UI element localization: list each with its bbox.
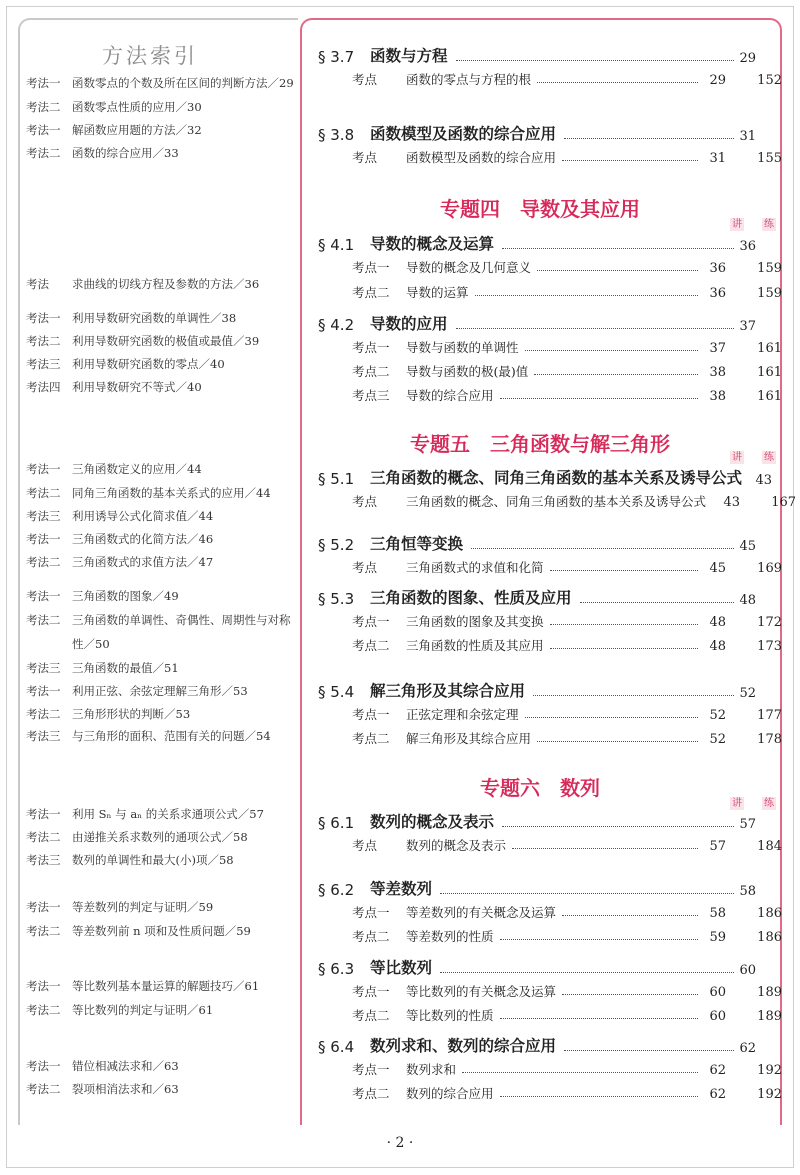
section-number: § 5.4 (318, 683, 355, 701)
dot-leader (525, 350, 698, 351)
section-number: § 5.1 (318, 470, 355, 488)
subsection-label: 考点 (352, 560, 378, 575)
subsection-label: 考点一 (352, 614, 390, 629)
practice-page: 178 (757, 732, 782, 747)
method-text: 同角三角函数的基本关系式的应用／44 (72, 486, 271, 500)
subsection-title: 等比数列的有关概念及运算 (406, 984, 557, 999)
tag-lian: 练 (764, 798, 774, 809)
practice-page: 184 (757, 839, 782, 854)
section-number: § 3.7 (318, 48, 355, 66)
method-label: 考法一 (26, 684, 61, 698)
method-entry (26, 554, 294, 570)
method-text: 等差数列前 n 项和及性质问题／59 (72, 924, 251, 938)
section-number: § 6.4 (318, 1038, 355, 1056)
subsection-title: 导数的综合应用 (406, 388, 494, 403)
dot-leader (471, 548, 734, 549)
practice-page: 189 (757, 985, 782, 1000)
method-label: 考法二 (26, 100, 61, 114)
dot-leader (500, 398, 698, 399)
method-label: 考法二 (26, 334, 61, 348)
method-entry (26, 122, 294, 138)
lecture-page: 62 (709, 1063, 726, 1078)
dot-leader (562, 160, 698, 161)
method-entry (72, 636, 340, 652)
section-entry[interactable] (318, 532, 758, 554)
lecture-page: 59 (709, 930, 726, 945)
method-label: 考法一 (26, 589, 61, 603)
practice-page: 161 (757, 389, 782, 404)
method-entry (26, 333, 294, 349)
subsection-title: 函数的零点与方程的根 (406, 72, 532, 87)
dot-leader (440, 972, 734, 973)
subsection-title: 解三角形及其综合应用 (406, 731, 532, 746)
method-entry (26, 1058, 294, 1074)
page-number: · 2 · (386, 1135, 414, 1151)
method-text: 三角函数式的求值方法／47 (72, 555, 214, 569)
method-text: 利用导数研究不等式／40 (72, 380, 202, 394)
dot-leader (537, 82, 698, 83)
subsection-entry[interactable] (352, 610, 782, 630)
dot-leader (564, 1050, 734, 1051)
practice-page: 161 (757, 365, 782, 380)
lecture-page: 58 (709, 906, 726, 921)
method-label: 考法三 (26, 729, 61, 743)
section-entry[interactable] (318, 1034, 758, 1056)
method-label: 考法四 (26, 380, 61, 394)
lecture-page: 31 (709, 151, 726, 166)
method-entry (26, 1081, 294, 1097)
method-entry (26, 899, 294, 915)
subsection-label: 考点二 (352, 638, 390, 653)
section-entry[interactable] (318, 312, 758, 334)
subsection-title: 导数与函数的极(最)值 (406, 364, 529, 379)
dot-leader (462, 1072, 698, 1073)
subsection-label: 考点 (352, 838, 378, 853)
practice-page: 155 (757, 151, 782, 166)
dot-leader (456, 60, 734, 61)
section-entry[interactable] (318, 466, 773, 488)
method-text: 等差数列的判定与证明／59 (72, 900, 214, 914)
lecture-page: 36 (709, 261, 726, 276)
subsection-entry[interactable] (352, 1058, 782, 1078)
subsection-entry[interactable] (352, 703, 782, 723)
method-text: 函数的综合应用／33 (72, 146, 179, 160)
section-entry[interactable] (318, 877, 758, 899)
subsection-entry[interactable] (352, 925, 782, 945)
lecture-page: 57 (709, 839, 726, 854)
section-title: 函数模型及函数的综合应用 (370, 125, 557, 143)
subsection-entry[interactable] (352, 634, 782, 654)
method-text: 错位相减法求和／63 (72, 1059, 179, 1073)
section-page: 45 (739, 539, 756, 554)
method-text: 利用导数研究函数的零点／40 (72, 357, 225, 371)
practice-page: 186 (757, 930, 782, 945)
method-label: 考法一 (26, 123, 61, 137)
section-entry[interactable] (318, 679, 758, 701)
method-entry (26, 485, 294, 501)
method-label: 考法二 (26, 1003, 61, 1017)
lecture-page: 52 (709, 708, 726, 723)
practice-page: 172 (757, 615, 782, 630)
subsection-title: 数列求和 (406, 1062, 457, 1077)
section-title: 数列求和、数列的综合应用 (370, 1037, 557, 1055)
method-label: 考法二 (26, 830, 61, 844)
dot-leader (440, 893, 734, 894)
method-entry (26, 806, 294, 822)
tag-jiang: 讲 (732, 798, 742, 809)
subsection-label: 考点二 (352, 731, 390, 746)
method-text: 性／50 (72, 637, 110, 651)
method-entry (26, 852, 294, 868)
subsection-label: 考点 (352, 150, 378, 165)
subsection-entry[interactable] (352, 146, 782, 166)
subsection-label: 考点三 (352, 388, 390, 403)
lecture-page: 60 (709, 1009, 726, 1024)
section-number: § 5.3 (318, 590, 355, 608)
subsection-title: 正弦定理和余弦定理 (406, 707, 519, 722)
method-entry (26, 531, 294, 547)
method-text: 求曲线的切线方程及参数的方法／36 (72, 277, 260, 291)
section-page: 31 (739, 129, 756, 144)
subsection-entry[interactable] (352, 384, 782, 404)
topic-5-heading: 专题五 三角函数与解三角形 (410, 432, 670, 456)
subsection-label: 考点一 (352, 905, 390, 920)
method-text: 数列的单调性和最大(小)项／58 (72, 853, 234, 867)
method-label: 考法二 (26, 486, 61, 500)
lecture-page: 43 (723, 495, 741, 510)
method-text: 三角函数式的化简方法／46 (72, 532, 214, 546)
subsection-label: 考点一 (352, 260, 390, 275)
subsection-title: 导数的运算 (406, 285, 469, 300)
lecture-page: 38 (709, 389, 726, 404)
dot-leader (564, 138, 734, 139)
method-text: 解函数应用题的方法／32 (72, 123, 202, 137)
section-entry[interactable] (318, 122, 758, 144)
method-label: 考法三 (26, 509, 61, 523)
practice-page: 161 (757, 341, 782, 356)
dot-leader (550, 624, 698, 625)
dot-leader (534, 374, 698, 375)
method-text: 由递推关系求数列的通项公式／58 (72, 830, 248, 844)
section-page: 29 (739, 51, 756, 66)
lecture-page: 36 (709, 286, 726, 301)
dot-leader (500, 939, 698, 940)
dot-leader (550, 648, 698, 649)
subsection-label: 考点一 (352, 340, 390, 355)
method-entry (26, 508, 294, 524)
section-title: 等比数列 (370, 959, 433, 977)
subsection-title: 导数的概念及几何意义 (406, 260, 532, 275)
lecture-page: 45 (709, 561, 726, 576)
practice-page: 152 (757, 73, 782, 88)
method-text: 利用诱导公式化简求值／44 (72, 509, 214, 523)
method-label: 考法一 (26, 532, 61, 546)
lecture-page: 52 (709, 732, 726, 747)
section-title: 数列的概念及表示 (370, 813, 495, 831)
subsection-entry[interactable] (352, 980, 782, 1000)
topic-6-heading: 专题六 数列 (480, 776, 600, 800)
practice-page: 173 (757, 639, 782, 654)
section-page: 36 (739, 239, 756, 254)
subsection-title: 函数模型及函数的综合应用 (406, 150, 557, 165)
practice-page: 159 (757, 261, 782, 276)
method-entry (26, 145, 294, 161)
lecture-page: 60 (709, 985, 726, 1000)
section-number: § 4.2 (318, 316, 355, 334)
method-index-panel (18, 18, 298, 1125)
section-title: 函数与方程 (370, 47, 448, 65)
section-entry[interactable] (318, 810, 758, 832)
lecture-page: 62 (709, 1087, 726, 1102)
practice-page: 169 (757, 561, 782, 576)
section-page: 58 (739, 884, 756, 899)
section-entry[interactable] (318, 586, 758, 608)
practice-page: 159 (757, 286, 782, 301)
subsection-entry[interactable] (352, 490, 797, 510)
section-page: 37 (739, 319, 756, 334)
method-entry (26, 683, 294, 699)
method-label: 考法三 (26, 357, 61, 371)
dot-leader (475, 295, 698, 296)
lecture-page: 48 (709, 639, 726, 654)
method-text: 三角形形状的判断／53 (72, 707, 191, 721)
method-label: 考法二 (26, 1082, 61, 1096)
method-text: 等比数列的判定与证明／61 (72, 1003, 214, 1017)
method-label: 考法一 (26, 311, 61, 325)
subsection-label: 考点一 (352, 707, 390, 722)
tag-jiang: 讲 (732, 219, 742, 230)
method-label: 考法二 (26, 924, 61, 938)
method-text: 与三角形的面积、范围有关的问题／54 (72, 729, 271, 743)
method-label: 考法二 (26, 613, 61, 627)
method-text: 利用导数研究函数的单调性／38 (72, 311, 237, 325)
topic-4-heading: 专题四 导数及其应用 (440, 197, 640, 221)
section-page: 62 (739, 1041, 756, 1056)
subsection-entry[interactable] (352, 834, 782, 854)
section-page: 57 (739, 817, 756, 832)
practice-page: 189 (757, 1009, 782, 1024)
section-number: § 3.8 (318, 126, 355, 144)
method-entry (26, 75, 294, 91)
subsection-title: 三角函数的性质及其应用 (406, 638, 544, 653)
subsection-title: 三角函数的概念、同角三角函数的基本关系及诱导公式 (406, 494, 707, 509)
tag-lian: 练 (764, 452, 774, 463)
tag-jiang: 讲 (732, 452, 742, 463)
subsection-entry[interactable] (352, 1082, 782, 1102)
section-number: § 6.3 (318, 960, 355, 978)
method-entry (26, 829, 294, 845)
section-title: 解三角形及其综合应用 (370, 682, 526, 700)
subsection-title: 数列的概念及表示 (406, 838, 507, 853)
subsection-label: 考点 (352, 494, 378, 509)
section-title: 等差数列 (370, 880, 433, 898)
subsection-entry[interactable] (352, 556, 782, 576)
method-entry (26, 461, 294, 477)
dot-leader (500, 1018, 698, 1019)
dot-leader (537, 741, 698, 742)
method-entry (26, 356, 294, 372)
method-text: 函数零点的个数及所在区间的判断方法／29 (72, 76, 294, 90)
subsection-label: 考点二 (352, 1086, 390, 1101)
practice-page: 167 (771, 495, 797, 510)
dot-leader (533, 695, 734, 696)
method-text: 三角函数的最值／51 (72, 661, 179, 675)
section-title: 三角函数的图象、性质及应用 (370, 589, 572, 607)
section-number: § 5.2 (318, 536, 355, 554)
section-entry[interactable] (318, 232, 758, 254)
lecture-page: 38 (709, 365, 726, 380)
dot-leader (456, 328, 734, 329)
dot-leader (502, 826, 734, 827)
section-entry[interactable] (318, 44, 758, 66)
method-label: 考法二 (26, 707, 61, 721)
method-label: 考法一 (26, 979, 61, 993)
dot-leader (562, 994, 698, 995)
practice-page: 192 (757, 1087, 782, 1102)
subsection-label: 考点二 (352, 285, 390, 300)
method-label: 考法一 (26, 76, 61, 90)
method-text: 三角函数定义的应用／44 (72, 462, 202, 476)
subsection-label: 考点一 (352, 1062, 390, 1077)
section-page: 52 (739, 686, 756, 701)
subsection-label: 考点二 (352, 929, 390, 944)
section-page: 48 (739, 593, 756, 608)
section-title: 导数的概念及运算 (370, 235, 495, 253)
tag-lian: 练 (764, 219, 774, 230)
method-label: 考法二 (26, 555, 61, 569)
method-entry (26, 588, 294, 604)
method-label: 考法一 (26, 807, 61, 821)
method-text: 函数零点性质的应用／30 (72, 100, 202, 114)
subsection-title: 数列的综合应用 (406, 1086, 494, 1101)
practice-page: 177 (757, 708, 782, 723)
method-index-title: 方法索引 (102, 44, 198, 68)
subsection-title: 导数与函数的单调性 (406, 340, 519, 355)
method-entry (26, 99, 294, 115)
method-entry (26, 310, 294, 326)
method-entry (26, 612, 294, 628)
method-entry (26, 276, 294, 292)
subsection-title: 三角函数的图象及其变换 (406, 614, 544, 629)
subsection-label: 考点二 (352, 364, 390, 379)
dot-leader (580, 602, 734, 603)
lecture-page: 37 (709, 341, 726, 356)
method-entry (26, 728, 294, 744)
subsection-label: 考点二 (352, 1008, 390, 1023)
section-title: 导数的应用 (370, 315, 448, 333)
method-entry (26, 706, 294, 722)
subsection-entry[interactable] (352, 901, 782, 921)
dot-leader (512, 848, 698, 849)
dot-leader (550, 570, 698, 571)
dot-leader (525, 717, 698, 718)
section-number: § 6.2 (318, 881, 355, 899)
section-number: § 6.1 (318, 814, 355, 832)
subsection-entry[interactable] (352, 1004, 782, 1024)
subsection-entry[interactable] (352, 360, 782, 380)
dot-leader (502, 248, 734, 249)
subsection-title: 等比数列的性质 (406, 1008, 494, 1023)
section-number: § 4.1 (318, 236, 355, 254)
method-label: 考法三 (26, 661, 61, 675)
dot-leader (500, 1096, 698, 1097)
subsection-title: 等差数列的有关概念及运算 (406, 905, 557, 920)
subsection-label: 考点 (352, 72, 378, 87)
method-text: 利用正弦、余弦定理解三角形／53 (72, 684, 248, 698)
method-label: 考法一 (26, 462, 61, 476)
subsection-entry[interactable] (352, 68, 782, 88)
section-page: 43 (755, 473, 773, 488)
method-text: 利用 Sₙ 与 aₙ 的关系求通项公式／57 (72, 807, 264, 821)
section-entry[interactable] (318, 956, 758, 978)
method-label: 考法二 (26, 146, 61, 160)
dot-leader (537, 270, 698, 271)
method-text: 三角函数的图象／49 (72, 589, 179, 603)
subsection-entry[interactable] (352, 727, 782, 747)
subsection-entry[interactable] (352, 281, 782, 301)
section-title: 三角恒等变换 (370, 535, 464, 553)
method-entry (26, 978, 294, 994)
subsection-entry[interactable] (352, 336, 782, 356)
method-text: 裂项相消法求和／63 (72, 1082, 179, 1096)
practice-page: 192 (757, 1063, 782, 1078)
practice-page: 186 (757, 906, 782, 921)
method-text: 三角函数的单调性、奇偶性、周期性与对称 (72, 613, 291, 627)
method-text: 利用导数研究函数的极值或最值／39 (72, 334, 260, 348)
section-title: 三角函数的概念、同角三角函数的基本关系及诱导公式 (370, 469, 743, 487)
method-label: 考法一 (26, 900, 61, 914)
subsection-title: 三角函数式的求值和化简 (406, 560, 544, 575)
method-entry (26, 1002, 294, 1018)
dot-leader (562, 915, 698, 916)
method-label: 考法 (26, 277, 49, 291)
method-entry (26, 379, 294, 395)
subsection-title: 等差数列的性质 (406, 929, 494, 944)
method-entry (26, 923, 294, 939)
method-label: 考法一 (26, 1059, 61, 1073)
subsection-entry[interactable] (352, 256, 782, 276)
lecture-page: 48 (709, 615, 726, 630)
method-label: 考法三 (26, 853, 61, 867)
section-page: 60 (739, 963, 756, 978)
subsection-label: 考点一 (352, 984, 390, 999)
method-text: 等比数列基本量运算的解题技巧／61 (72, 979, 260, 993)
lecture-page: 29 (709, 73, 726, 88)
method-entry (26, 660, 294, 676)
